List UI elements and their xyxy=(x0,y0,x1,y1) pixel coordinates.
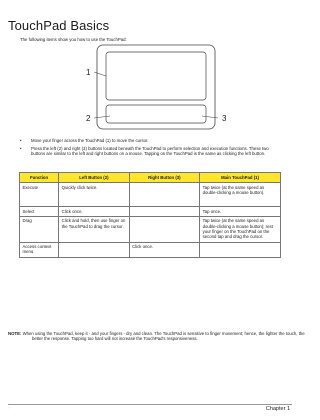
table-row xyxy=(20,216,281,242)
table-header-row xyxy=(20,173,281,183)
table-cell: Execute xyxy=(20,183,59,207)
column-header-function: Function xyxy=(20,173,59,183)
bullet-text: Press the left (2) and right (3) buttons located beneath the TouchPad to perform selection and execution functions. These two buttons are similar to the left and right buttons on a mouse. Tapping on the TouchPad is the same as clicking the left button. xyxy=(31,145,269,157)
table-cell: Tap once. xyxy=(200,207,281,217)
callout-label-3: 3 xyxy=(222,114,227,123)
bullet-item xyxy=(20,138,282,143)
footer-chapter-label: Chapter 1 xyxy=(265,406,290,412)
table-row xyxy=(20,207,281,217)
bullet-text: Move your finger across the TouchPad (1) to move the cursor. xyxy=(31,138,149,143)
table-cell: Select xyxy=(20,207,59,217)
note-paragraph xyxy=(8,331,306,342)
table-row xyxy=(20,183,281,207)
touchpad-diagram xyxy=(0,0,300,160)
table-cell: Quickly click twice. xyxy=(59,183,129,207)
page-title: TouchPad Basics xyxy=(8,18,110,33)
table-cell: Click and hold, then use finger on the TouchPad to drag the cursor. xyxy=(59,216,129,242)
callout-label-2: 2 xyxy=(86,114,91,123)
table-cell: Click once. xyxy=(59,207,129,217)
table-cell xyxy=(129,216,199,242)
touchpad-button-bar xyxy=(106,105,206,123)
bullet-glyph: • xyxy=(20,138,22,143)
bullet-glyph: • xyxy=(20,145,22,151)
bullet-item xyxy=(20,146,282,157)
column-header-right-button: Right Button (3) xyxy=(129,173,199,183)
table-cell xyxy=(129,183,199,207)
table-cell xyxy=(200,242,281,257)
table-cell: Tap twice (at the same speed as double-clicking a mouse button); rest your finger on the TouchPad on the second tap and drag the cursor. xyxy=(200,216,281,242)
table-cell: Tap twice (at the same speed as double-clicking a mouse button). xyxy=(200,183,281,207)
touchpad-surface xyxy=(106,52,206,100)
footer-page-mark: ' xyxy=(9,407,10,411)
table-cell: Click once. xyxy=(129,242,199,257)
touchpad-function-table xyxy=(19,172,281,258)
table-cell: Access context menu xyxy=(20,242,59,257)
callout-label-1: 1 xyxy=(86,68,91,77)
table-row xyxy=(20,242,281,257)
note-label: NOTE: xyxy=(8,331,22,336)
intro-text: The following items show you how to use the TouchPad: xyxy=(20,37,127,42)
note-text: When using the TouchPad, keep it - and your fingers - dry and clean. The TouchPad is sensitive to finger movement; hence, the lighter the touch, the better the response. Tapping too hard will not increase the TouchPad's responsiveness. xyxy=(22,331,305,342)
footer-divider xyxy=(8,404,292,405)
column-header-left-button: Left Button (2) xyxy=(59,173,129,183)
table-cell xyxy=(59,242,129,257)
column-header-main-touchpad: Main TouchPad (1) xyxy=(200,173,281,183)
table-cell: Drag xyxy=(20,216,59,242)
table-cell xyxy=(129,207,199,217)
usage-bullet-list xyxy=(20,138,282,159)
